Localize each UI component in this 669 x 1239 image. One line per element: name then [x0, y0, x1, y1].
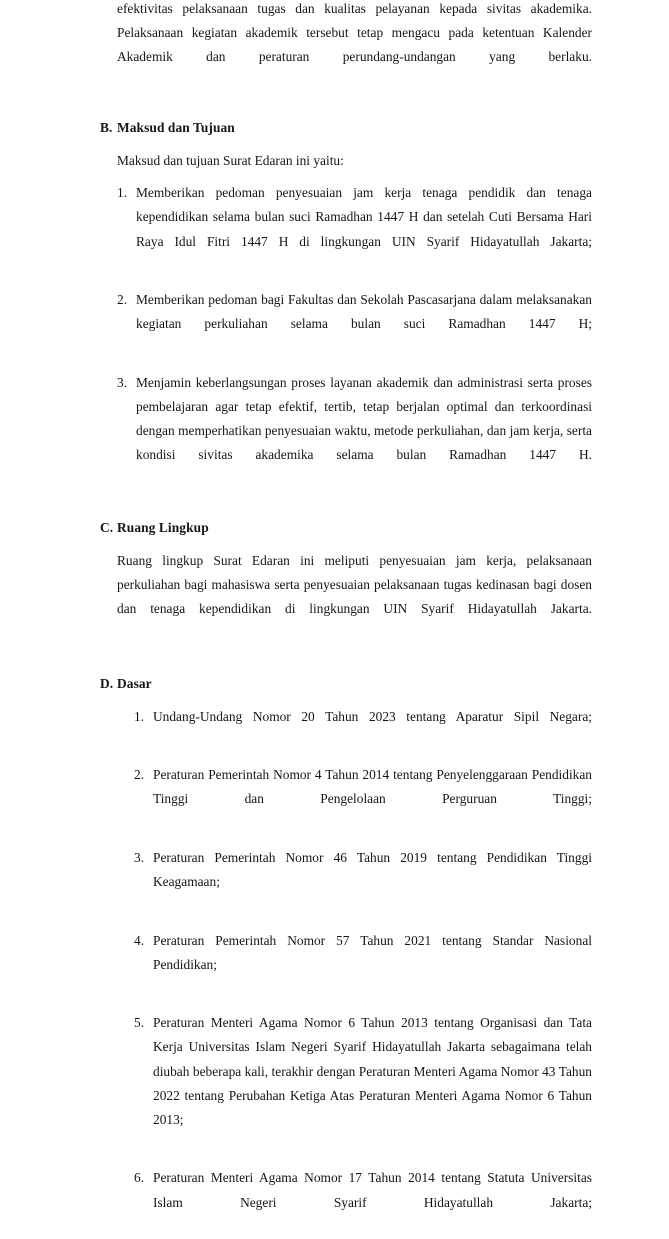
- list-item-text: Peraturan Pemerintah Nomor 4 Tahun 2014 tentang Penyelenggaraan Pendidikan Tinggi dan Pengelolaan Perguruan Tinggi;: [153, 767, 592, 807]
- section-body-d: [117, 705, 592, 1239]
- list-item: [117, 371, 592, 492]
- list-item: [134, 763, 592, 836]
- section-b-lead-in: Maksud dan tujuan Surat Edaran ini yaitu:: [117, 153, 344, 169]
- section-letter-c: C.: [100, 519, 114, 535]
- list-item: [117, 288, 592, 361]
- list-item-text: Undang-Undang Nomor 20 Tahun 2023 tentang Aparatur Sipil Negara;: [153, 708, 592, 724]
- section-heading-b: [100, 116, 592, 140]
- list-item-text: Memberikan pedoman penyesuaian jam kerja tenaga pendidik dan tenaga kependidikan selama bulan suci Ramadhan 1447 H dan setelah Cuti Bersama Hari Raya Idul Fitri 1447 H di lingkungan UIN Syarif Hidayatullah Jakarta;: [136, 185, 592, 249]
- list-item: [117, 181, 592, 278]
- section-letter-d: D.: [100, 675, 114, 691]
- list-item-number: 3.: [117, 374, 128, 390]
- section-ruang-lingkup: [100, 516, 592, 646]
- section-title-b: Maksud dan Tujuan: [117, 119, 235, 135]
- list-item: [134, 929, 592, 1002]
- list-item-number: 5.: [134, 1015, 145, 1031]
- section-maksud-dan-tujuan: [100, 116, 592, 492]
- section-title-c: Ruang Lingkup: [117, 519, 209, 535]
- section-b-list: [117, 181, 592, 491]
- list-item-number: 1.: [117, 185, 128, 201]
- list-item-number: 4.: [134, 932, 145, 948]
- list-item-text: Peraturan Pemerintah Nomor 46 Tahun 2019 tentang Pendidikan Tinggi Keagamaan;: [153, 849, 592, 890]
- section-dasar: [100, 672, 592, 1239]
- list-item-text: Menjamin keberlangsungan proses layanan akademik dan administrasi serta proses pembelajaran agar tetap efektif, tertib, tetap berjalan optimal dan terkoordinasi dengan memperhatikan penyesuaian waktu, metode perkuliahan, dan jam kerja, serta kondisi sivitas akademika selama bulan Ramadhan 1447 H.: [136, 374, 592, 463]
- section-c-paragraph: Ruang lingkup Surat Edaran ini meliputi penyesuaian jam kerja, pelaksanaan perkuliahan bagi mahasiswa serta penyesuaian pelaksanaan tugas kedinasan bagi dosen dan tenaga kependidikan di lingkungan UIN Syarif Hidayatullah Jakarta.: [117, 552, 592, 617]
- section-body-b: [117, 149, 592, 492]
- list-item-number: 3.: [134, 849, 145, 865]
- list-item-number: 2.: [117, 292, 128, 308]
- section-body-c: [117, 549, 592, 646]
- list-item-text: Peraturan Pemerintah Nomor 57 Tahun 2021 tentang Standar Nasional Pendidikan;: [153, 932, 592, 972]
- list-item-number: 2.: [134, 767, 145, 783]
- list-item: [134, 1166, 592, 1239]
- list-item-number: 6.: [134, 1170, 145, 1186]
- section-letter-b: B.: [100, 119, 113, 135]
- list-item-text: Memberikan pedoman bagi Fakultas dan Sekolah Pascasarjana dalam melaksanakan kegiatan perkuliahan selama bulan suci Ramadhan 1447 H;: [136, 292, 592, 332]
- section-title-d: Dasar: [117, 675, 152, 691]
- section-heading-c: [100, 516, 592, 540]
- list-item-text: Peraturan Menteri Agama Nomor 6 Tahun 2013 tentang Organisasi dan Tata Kerja Universitas Islam Negeri Syarif Hidayatullah Jakarta sebagaimana telah diubah beberapa kali, terakhir dengan Peraturan Menteri Agama Nomor 43 Tahun 2022 tentang Perubahan Ketiga Atas Peraturan Menteri Agama Nomor 6 Tahun 2013;: [153, 1015, 592, 1127]
- list-item: [134, 705, 592, 753]
- continued-paragraph: efektivitas pelaksanaan tugas dan kualitas pelayanan kepada sivitas akademika. Pelaksanaan kegiatan akademik tersebut tetap mengacu pada ketentuan Kalender Akademik dan peraturan perundang-undangan yang berlaku.: [117, 1, 592, 65]
- section-d-list: [134, 705, 592, 1239]
- section-heading-d: [100, 672, 592, 696]
- list-item: [134, 846, 592, 919]
- list-item-number: 1.: [134, 708, 145, 724]
- list-item-text: Peraturan Menteri Agama Nomor 17 Tahun 2014 tentang Statuta Universitas Islam Negeri Syarif Hidayatullah Jakarta;: [153, 1170, 592, 1210]
- list-item: [134, 1011, 592, 1156]
